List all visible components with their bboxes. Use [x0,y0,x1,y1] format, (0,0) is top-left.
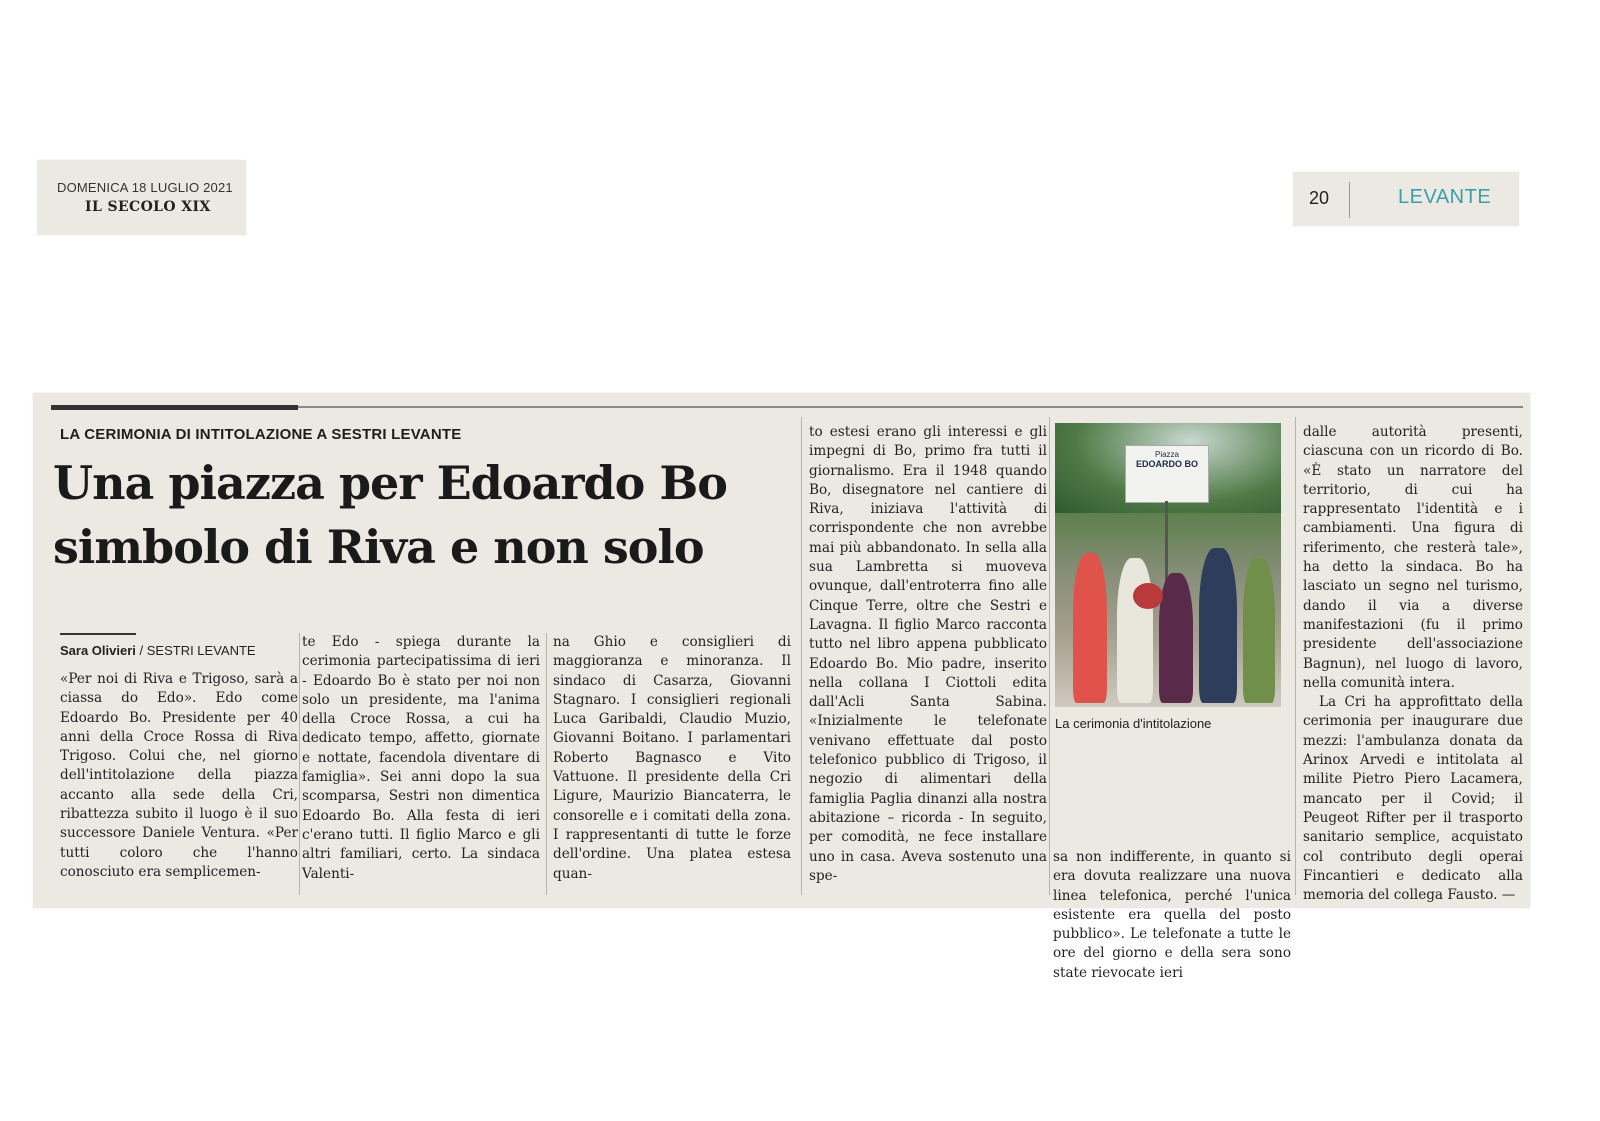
page-number: 20 [1309,188,1330,208]
column-2-text: te Edo - spiega durante la cerimonia partecipatissima di ieri - Edoardo Bo è stato per noi non solo un presidente, ma l'anima della Croce Rossa, a cui ha dedicato tempo, affetto, giornate e nottate, facendola diventare di famiglia». Sei anni dopo la sua scomparsa, Sestri non dimentica Edoardo Bo. Alla festa di ieri c'erano tutti. Il figlio Marco e gli altri familiari, certo. La sindaca Valenti- [302,634,540,882]
dateline-location: / SESTRI LEVANTE [139,643,256,658]
headline-line-2: simbolo di Riva e non solo [53,520,704,574]
byline [60,643,256,658]
column-6-paragraph-1: dalle autorità presenti, ciascuna con un ricordo di Bo. «È stato un narratore del territorio, di cui ha rappresentato l'identità e i cambiamenti. Una figura di riferimento, che resterà tale», ha detto la sindaca. Bo ha lasciato un segno nel turismo, dando il via a diverse manifestazioni (fu il primo presidente dell'associazione Bagnun), nel luogo di lavoro, nella comunità intera. [1303,424,1523,691]
article-kicker: LA CERIMONIA DI INTITOLAZIONE A SESTRI LEVANTE [60,426,462,443]
flower-bouquet [1133,583,1163,609]
headline-line-1: Una piazza per Edoardo Bo [53,456,727,510]
issue-date: DOMENICA 18 LUGLIO 2021 [57,180,233,195]
column-rule [546,633,547,895]
top-rule [298,406,1523,408]
byline-rule [60,633,136,635]
photo-person [1117,558,1153,703]
photo-person [1073,553,1107,703]
photo-person [1199,548,1237,703]
section-name: LEVANTE [1398,186,1492,208]
article-column-4 [809,423,1047,886]
article-column-3 [553,633,791,884]
article-column-2 [302,633,540,884]
article-headline [53,451,813,579]
article-clipping [33,393,1530,981]
article-column-5 [1053,848,1291,983]
piazza-sign [1125,445,1209,503]
column-3-text: na Ghio e consiglieri di maggioranza e minoranza. Il sindaco di Casarza, Giovanni Stagnaro. I consiglieri regionali Luca Garibaldi, Claudio Muzio, Giovanni Boitano. I parlamentari Roberto Bagnasco e Vito Vattuone. Il presidente della Cri Ligure, Maurizio Biancaterra, le consorelle e i comitati della zona. I rappresentanti di tutte le forze dell'ordine. Una platea estesa quan- [553,634,791,882]
header-divider [1349,182,1350,218]
sign-line-1: Piazza [1154,450,1179,459]
ceremony-photo [1055,423,1281,707]
author-name: Sara Olivieri [60,643,136,658]
article-column-6 [1303,423,1523,905]
column-1-text: «Per noi di Riva e Trigoso, sarà a ciassa do Edo». Edo come Edoardo Bo. Presidente per 40 anni della Croce Rossa di Riva Trigoso. Colui che, nel giorno dell'intitolazione della piazza accanto alla sede della Cri, ribattezza subito il luogo è il suo successore Daniele Ventura. «Per tutti coloro che l'hanno conosciuto era semplicemen- [60,671,298,880]
sign-line-2: EDOARDO BO [1135,459,1198,469]
photo-person [1159,573,1193,703]
kicker-rule [51,405,298,410]
column-rule [1295,417,1296,895]
column-rule [299,633,300,895]
photo-person [1243,558,1275,703]
photo-caption: La cerimonia d'intitolazione [1055,716,1212,731]
page-header-clipping [1293,172,1519,226]
column-rule [801,417,802,895]
article-column-1 [60,670,298,882]
masthead-clipping [37,160,246,235]
column-6-paragraph-2: La Cri ha approfittato della cerimonia per inaugurare due mezzi: l'ambulanza donata da Arinox Arvedi e intitolata al milite Pietro Piero Lacamera, mancato per il Covid; il Peugeot Rifter per il trasporto sanitario semplice, acquistato col contributo degli operai Fincantieri e dedicato alla memoria del collega Fausto. — [1303,694,1523,904]
column-4-text: to estesi erano gli interessi e gli impegni di Bo, primo fra tutti il giornalismo. Era il 1948 quando Bo, disegnatore nel cantiere di Riva, iniziava l'attività di corrispondente che non avrebbe mai più abbandonato. In sella alla sua Lambretta si muoveva ovunque, dall'entroterra fino alle Cinque Terre, oltre che Sestri e Lavagna. Il figlio Marco racconta tutto nel libro appena pubblicato Edoardo Bo. Mio padre, inserito nella collana I Ciottoli edita dall'Acli Santa Sabina. «Inizialmente le telefonate venivano effettuate dal posto telefonico pubblico di Trigoso, il negozio di alimentari della famiglia Paglia dinanzi alla nostra abitazione – ricorda - In seguito, per comodità, ne fece installare uno in casa. Aveva sostenuto una spe- [809,424,1047,884]
column-rule [1049,417,1050,895]
column-5-text: sa non indifferente, in quanto si era dovuta realizzare una nuova linea telefonica, perché l'unica esistente era quella del posto pubblico». Le telefonate a tutte le ore del giorno e della sera sono state rievocate ieri [1053,849,1291,981]
newspaper-name: IL SECOLO XIX [85,199,211,215]
